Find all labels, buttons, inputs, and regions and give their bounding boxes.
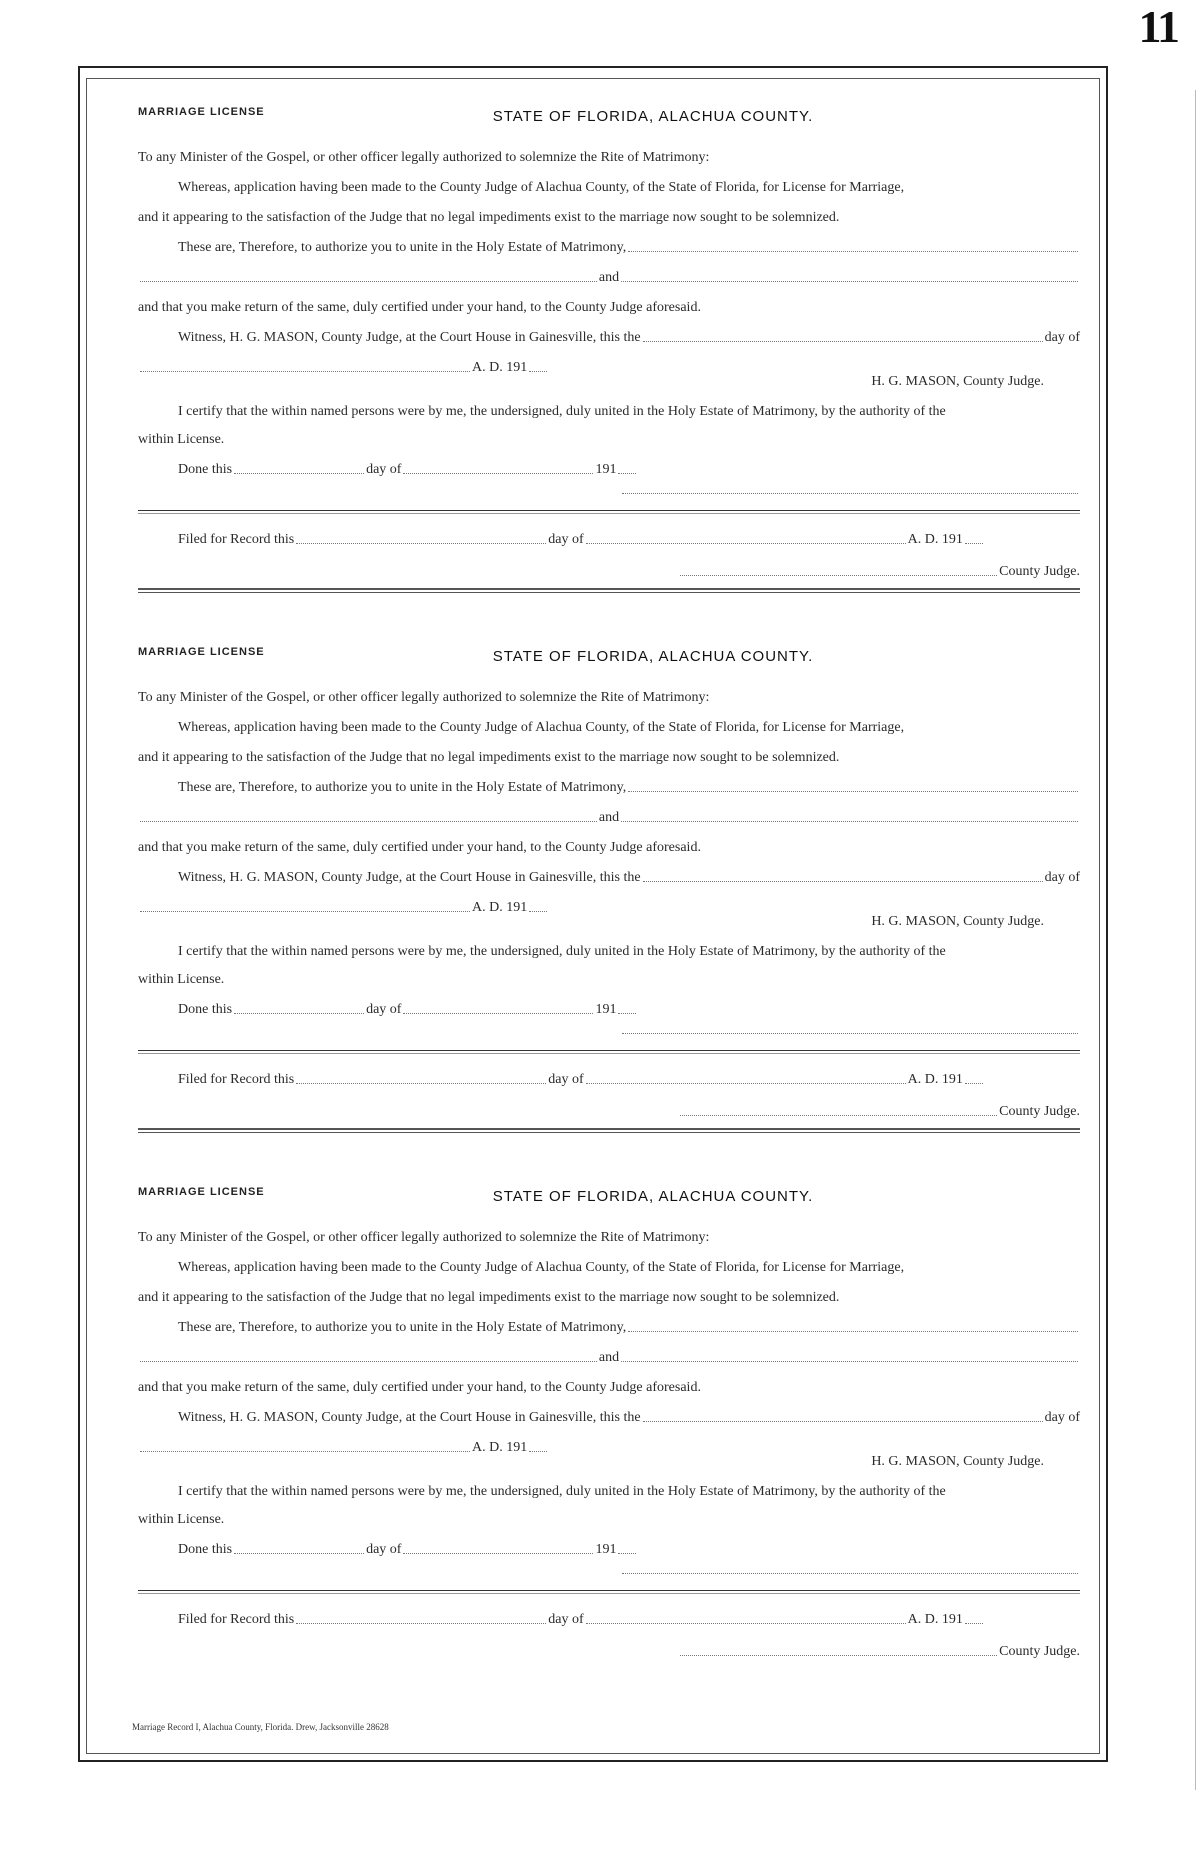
groom-name-field-cont[interactable] (140, 280, 597, 282)
officiant-signature-field[interactable] (622, 1572, 1078, 1574)
witness-year-field[interactable] (529, 1450, 547, 1452)
groom-name-field[interactable] (628, 1330, 1078, 1332)
filed-day-field[interactable] (296, 1082, 546, 1084)
judge-signature: H. G. MASON, County Judge. (871, 374, 1044, 389)
address-line: To any Minister of the Gospel, or other officer legally authorized to solemnize the Rite of Matrimony: (138, 150, 710, 165)
return-line: and that you make return of the same, duly certified under your hand, to the County Judge aforesaid. (138, 1380, 701, 1395)
officiant-signature-line (620, 1032, 1080, 1038)
judge-signature: H. G. MASON, County Judge. (871, 1454, 1044, 1469)
witness-year-field[interactable] (529, 370, 547, 372)
done-day-field[interactable] (234, 1012, 364, 1014)
license-separator (138, 1128, 1080, 1133)
whereas-line-1: Whereas, application having been made to the County Judge of Alachua County, of the State of Florida, for License for Marriage, (178, 720, 905, 735)
whereas-line-1: Whereas, application having been made to the County Judge of Alachua County, of the State of Florida, for License for Marriage, (178, 180, 905, 195)
whereas-line-2: and it appearing to the satisfaction of the Judge that no legal impediments exist to the marriage now sought to be solemnized. (138, 210, 840, 225)
done-year-field[interactable] (618, 1552, 636, 1554)
bride-name-field[interactable] (621, 1360, 1078, 1362)
filed-day-field[interactable] (296, 542, 546, 544)
state-title: STATE OF FLORIDA, ALACHUA COUNTY. (492, 648, 814, 665)
section-divider (138, 1590, 1080, 1594)
done-line: Done this day of 191 (178, 1542, 638, 1558)
witness-line: Witness, H. G. MASON, County Judge, at the Court House in Gainesville, this the day of (178, 1410, 1080, 1425)
witness-line: Witness, H. G. MASON, County Judge, at the Court House in Gainesville, this the day of (178, 330, 1080, 345)
filed-month-field[interactable] (586, 1082, 906, 1084)
filed-year-field[interactable] (965, 1622, 983, 1624)
page-number: 11 (1138, 1, 1178, 52)
ad-line: A. D. 191 (138, 900, 549, 916)
done-day-field[interactable] (234, 1552, 364, 1554)
witness-year-field[interactable] (529, 910, 547, 912)
done-year-field[interactable] (618, 1012, 636, 1014)
authorize-line: These are, Therefore, to authorize you to unite in the Holy Estate of Matrimony, (178, 1320, 1080, 1336)
filed-year-field[interactable] (965, 1082, 983, 1084)
names-line: and (138, 1350, 1080, 1366)
whereas-line-2: and it appearing to the satisfaction of the Judge that no legal impediments exist to the marriage now sought to be solemnized. (138, 1290, 840, 1305)
witness-day-field[interactable] (643, 340, 1043, 342)
certify-line-1: I certify that the within named persons were by me, the undersigned, duly united in the Holy Estate of Matrimony, by the authority of the (178, 1484, 946, 1499)
return-line: and that you make return of the same, duly certified under your hand, to the County Judge aforesaid. (138, 300, 701, 315)
certify-line-1: I certify that the within named persons were by me, the undersigned, duly united in the Holy Estate of Matrimony, by the authority of the (178, 404, 946, 419)
county-judge-line: County Judge. (678, 1644, 1080, 1660)
bride-name-field[interactable] (621, 820, 1078, 822)
certify-line-2: within License. (138, 1512, 225, 1527)
printer-imprint: Marriage Record I, Alachua County, Florida. Drew, Jacksonville 28628 (132, 1722, 389, 1732)
done-month-field[interactable] (403, 1552, 593, 1554)
ad-line: A. D. 191 (138, 360, 549, 376)
county-judge-line: County Judge. (678, 1104, 1080, 1120)
state-title: STATE OF FLORIDA, ALACHUA COUNTY. (492, 1188, 814, 1205)
marriage-license-3 (126, 1178, 1080, 1718)
section-divider (138, 510, 1080, 514)
done-day-field[interactable] (234, 472, 364, 474)
groom-name-field[interactable] (628, 790, 1078, 792)
filed-line: Filed for Record this day of A. D. 191 (178, 1072, 985, 1088)
officiant-signature-line (620, 1572, 1080, 1578)
whereas-line-2: and it appearing to the satisfaction of the Judge that no legal impediments exist to the marriage now sought to be solemnized. (138, 750, 840, 765)
state-title: STATE OF FLORIDA, ALACHUA COUNTY. (492, 108, 814, 125)
return-line: and that you make return of the same, duly certified under your hand, to the County Judge aforesaid. (138, 840, 701, 855)
filed-day-field[interactable] (296, 1622, 546, 1624)
filed-month-field[interactable] (586, 542, 906, 544)
witness-day-field[interactable] (643, 880, 1043, 882)
done-line: Done this day of 191 (178, 1002, 638, 1018)
whereas-line-1: Whereas, application having been made to the County Judge of Alachua County, of the State of Florida, for License for Marriage, (178, 1260, 905, 1275)
officiant-signature-field[interactable] (622, 492, 1078, 494)
license-type-label: MARRIAGE LICENSE (138, 646, 265, 658)
section-divider (138, 1050, 1080, 1054)
license-type-label: MARRIAGE LICENSE (138, 1186, 265, 1198)
authorize-line: These are, Therefore, to authorize you to unite in the Holy Estate of Matrimony, (178, 780, 1080, 796)
done-month-field[interactable] (403, 472, 593, 474)
done-year-field[interactable] (618, 472, 636, 474)
groom-name-field[interactable] (628, 250, 1078, 252)
certify-line-1: I certify that the within named persons were by me, the undersigned, duly united in the Holy Estate of Matrimony, by the authority of the (178, 944, 946, 959)
officiant-signature-line (620, 492, 1080, 498)
address-line: To any Minister of the Gospel, or other officer legally authorized to solemnize the Rite of Matrimony: (138, 1230, 710, 1245)
certify-line-2: within License. (138, 432, 225, 447)
page-edge-line (1195, 90, 1196, 1790)
county-judge-signature-field[interactable] (680, 1654, 997, 1656)
groom-name-field-cont[interactable] (140, 1360, 597, 1362)
names-line: and (138, 810, 1080, 826)
marriage-license-2 (126, 638, 1080, 1178)
groom-name-field-cont[interactable] (140, 820, 597, 822)
witness-line: Witness, H. G. MASON, County Judge, at the Court House in Gainesville, this the day of (178, 870, 1080, 885)
address-line: To any Minister of the Gospel, or other officer legally authorized to solemnize the Rite of Matrimony: (138, 690, 710, 705)
filed-line: Filed for Record this day of A. D. 191 (178, 532, 985, 548)
witness-day-field[interactable] (643, 1420, 1043, 1422)
filed-line: Filed for Record this day of A. D. 191 (178, 1612, 985, 1628)
ad-line: A. D. 191 (138, 1440, 549, 1456)
county-judge-line: County Judge. (678, 564, 1080, 580)
certify-line-2: within License. (138, 972, 225, 987)
names-line: and (138, 270, 1080, 286)
marriage-license-1 (126, 98, 1080, 638)
officiant-signature-field[interactable] (622, 1032, 1078, 1034)
witness-month-field[interactable] (140, 1450, 470, 1452)
filed-month-field[interactable] (586, 1622, 906, 1624)
done-month-field[interactable] (403, 1012, 593, 1014)
witness-month-field[interactable] (140, 910, 470, 912)
license-type-label: MARRIAGE LICENSE (138, 106, 265, 118)
authorize-line: These are, Therefore, to authorize you to unite in the Holy Estate of Matrimony, (178, 240, 1080, 256)
county-judge-signature-field[interactable] (680, 1114, 997, 1116)
bride-name-field[interactable] (621, 280, 1078, 282)
county-judge-signature-field[interactable] (680, 574, 997, 576)
license-separator (138, 588, 1080, 593)
judge-signature: H. G. MASON, County Judge. (871, 914, 1044, 929)
filed-year-field[interactable] (965, 542, 983, 544)
witness-month-field[interactable] (140, 370, 470, 372)
done-line: Done this day of 191 (178, 462, 638, 478)
